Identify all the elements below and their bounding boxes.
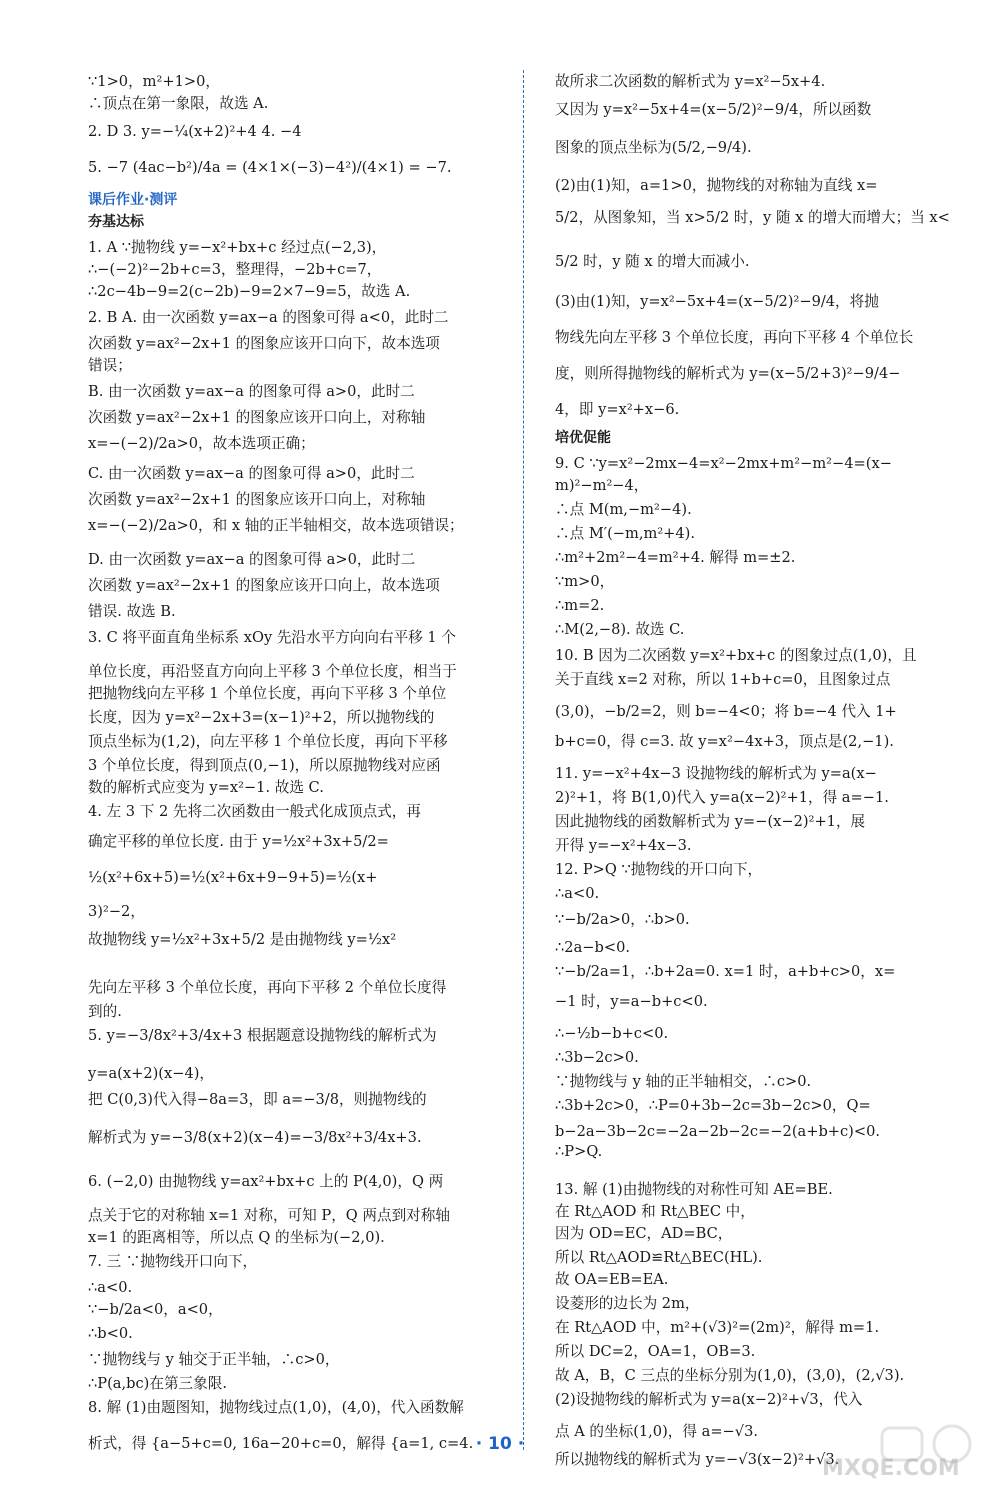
text-line: ∴点 M′(−m,m²+4).: [555, 525, 696, 542]
text-line: 3. C 将平面直角坐标系 xOy 先沿水平方向向右平移 1 个: [88, 629, 456, 646]
text-line: ∵−b/2a=1，∴b+2a=0. x=1 时，a+b+c>0，x=: [555, 963, 896, 980]
text-line: 又因为 y=x²−5x+4=(x−5/2)²−9/4，所以函数: [555, 101, 872, 118]
text-line: ∴−½b−b+c<0.: [555, 1025, 669, 1042]
text-line: ∵m>0，: [555, 573, 615, 590]
text-line: 在 Rt△AOD 中，m²+(√3)²=(2m)²，解得 m=1.: [555, 1319, 880, 1336]
text-line: 关于直线 x=2 对称，所以 1+b+c=0，且图象过点: [555, 671, 891, 688]
text-line: 10. B 因为二次函数 y=x²+bx+c 的图象过点(1,0)，且: [555, 647, 917, 664]
text-line: 错误；: [88, 357, 132, 374]
text-line: 确定平移的单位长度. 由于 y=½x²+3x+5/2=: [88, 833, 389, 850]
text-line: C. 由一次函数 y=ax−a 的图象可得 a>0，此时二: [88, 465, 415, 482]
text-line: 5/2 时，y 随 x 的增大而减小.: [555, 253, 750, 270]
text-line: ∵1>0，m²+1>0，: [88, 73, 220, 90]
text-line: ∵抛物线与 y 轴的正半轴相交，∴c>0.: [555, 1073, 812, 1090]
text-line: 4. 左 3 下 2 先将二次函数由一般式化成顶点式，再: [88, 803, 421, 820]
text-line: 故 A，B，C 三点的坐标分别为(1,0)，(3,0)，(2,√3).: [555, 1367, 905, 1384]
text-line: ∴m=2.: [555, 597, 605, 614]
text-line: b−2a−3b−2c=−2a−2b−2c=−2(a+b+c)<0.: [555, 1123, 881, 1140]
text-line: 点关于它的对称轴 x=1 对称，可知 P，Q 两点到对称轴: [88, 1207, 450, 1224]
text-line: ∴2a−b<0.: [555, 939, 630, 956]
text-line: 错误. 故选 B.: [88, 603, 176, 620]
text-line: 13. 解 (1)由抛物线的对称性可知 AE=BE.: [555, 1181, 833, 1198]
text-line: 1. A ∵抛物线 y=−x²+bx+c 经过点(−2,3)，: [88, 239, 387, 256]
text-line: m)²−m²−4，: [555, 477, 649, 494]
text-line: 把 C(0,3)代入得−8a=3，即 a=−3/8，则抛物线的: [88, 1091, 427, 1108]
text-line: 顶点坐标为(1,2)，向左平移 1 个单位长度，再向下平移: [88, 733, 448, 750]
text-line: 因为 OD=EC，AD=BC，: [555, 1225, 733, 1242]
text-line: (2)设抛物线的解析式为 y=a(x−2)²+√3，代入: [555, 1391, 863, 1408]
text-line: 3)²−2，: [88, 903, 145, 920]
text-line: 故抛物线 y=½x²+3x+5/2 是由抛物线 y=½x²: [88, 931, 397, 948]
text-line: ½(x²+6x+5)=½(x²+6x+9−9+5)=½(x+: [88, 869, 378, 886]
text-line: (3,0)，−b/2=2，则 b=−4<0；将 b=−4 代入 1+: [555, 703, 897, 720]
text-line: ∵−b/2a>0，∴b>0.: [555, 911, 690, 928]
text-line: b+c=0，得 c=3. 故 y=x²−4x+3，顶点是(2,−1).: [555, 733, 894, 750]
text-line: 单位长度，再沿竖直方向向上平移 3 个单位长度，相当于: [88, 663, 457, 680]
text-line: 6. (−2,0) 由抛物线 y=ax²+bx+c 上的 P(4,0)，Q 两: [88, 1173, 444, 1190]
text-line: 物线先向左平移 3 个单位长度，再向下平移 4 个单位长: [555, 329, 914, 346]
text-line: x=−(−2)/2a>0，和 x 轴的正半轴相交，故本选项错误；: [88, 517, 464, 534]
text-line: 在 Rt△AOD 和 Rt△BEC 中，: [555, 1203, 755, 1220]
text-line: 解析式为 y=−3/8(x+2)(x−4)=−3/8x²+3/4x+3.: [88, 1129, 422, 1146]
text-line: ∴2c−4b−9=2(c−2b)−9=2×7−9=5，故选 A.: [88, 283, 411, 300]
text-line: 2. D 3. y=−¼(x+2)²+4 4. −4: [88, 123, 302, 140]
text-line: 因此抛物线的函数解析式为 y=−(x−2)²+1，展: [555, 813, 866, 830]
text-line: (3)由(1)知，y=x²−5x+4=(x−5/2)²−9/4，将抛: [555, 293, 879, 310]
section-heading: 培优促能: [555, 430, 611, 446]
text-line: 把抛物线向左平移 1 个单位长度，再向下平移 3 个单位: [88, 685, 447, 702]
text-line: 故所求二次函数的解析式为 y=x²−5x+4.: [555, 73, 826, 90]
text-line: 次函数 y=ax²−2x+1 的图象应该开口向下，故本选项: [88, 335, 440, 352]
watermark-logo: [812, 1420, 982, 1480]
text-line: 8. 解 (1)由题图知，抛物线过点(1,0)，(4,0)，代入函数解: [88, 1399, 464, 1416]
text-line: ∴P>Q.: [555, 1143, 603, 1160]
column-divider: [523, 70, 524, 1450]
text-line: 2. B A. 由一次函数 y=ax−a 的图象可得 a<0，此时二: [88, 309, 449, 326]
text-line: 9. C ∵y=x²−2mx−4=x²−2mx+m²−m²−4=(x−: [555, 455, 892, 472]
text-line: 次函数 y=ax²−2x+1 的图象应该开口向上，故本选项: [88, 577, 440, 594]
text-line: ∴b<0.: [88, 1325, 133, 1342]
text-line: ∴点 M(m,−m²−4).: [555, 501, 692, 518]
text-line: x=−(−2)/2a>0，故本选项正确；: [88, 435, 315, 452]
text-line: 12. P>Q ∵抛物线的开口向下，: [555, 861, 763, 878]
text-line: y=a(x+2)(x−4)，: [88, 1065, 215, 1082]
text-line: 5/2，从图象知，当 x>5/2 时，y 随 x 的增大而增大；当 x<: [555, 209, 950, 226]
text-line: ∴a<0.: [88, 1279, 133, 1296]
text-line: 5. −7 (4ac−b²)/4a = (4×1×(−3)−4²)/(4×1) = −7.: [88, 159, 452, 176]
text-line: ∴M(2,−8). 故选 C.: [555, 621, 685, 638]
text-line: 所以 DC=2，OA=1，OB=3.: [555, 1343, 756, 1360]
svg-text:MXQE.COM: MXQE.COM: [822, 1456, 960, 1480]
text-line: 次函数 y=ax²−2x+1 的图象应该开口向上，对称轴: [88, 491, 426, 508]
text-line: 3 个单位长度，得到顶点(0,−1)，所以原抛物线对应函: [88, 757, 441, 774]
text-line: 析式，得 {a−5+c=0, 16a−20+c=0，解得 {a=1, c=4.: [88, 1435, 474, 1452]
text-line: 11. y=−x²+4x−3 设抛物线的解析式为 y=a(x−: [555, 765, 877, 782]
text-line: ∴顶点在第一象限，故选 A.: [88, 95, 269, 112]
text-line: B. 由一次函数 y=ax−a 的图象可得 a>0，此时二: [88, 383, 415, 400]
text-line: ∴P(a,bc)在第三象限.: [88, 1375, 227, 1392]
text-line: ∴a<0.: [555, 885, 600, 902]
text-line: 点 A 的坐标(1,0)，得 a=−√3.: [555, 1423, 758, 1440]
text-line: 所以 Rt△AOD≌Rt△BEC(HL).: [555, 1249, 763, 1266]
text-line: ∴−(−2)²−2b+c=3，整理得，−2b+c=7，: [88, 261, 382, 278]
text-line: ∴3b−2c>0.: [555, 1049, 639, 1066]
text-line: 4，即 y=x²+x−6.: [555, 401, 680, 418]
text-line: ∵抛物线与 y 轴交于正半轴，∴c>0，: [88, 1351, 340, 1368]
text-line: 7. 三 ∵抛物线开口向下，: [88, 1253, 258, 1270]
text-line: 长度，因为 y=x²−2x+3=(x−1)²+2，所以抛物线的: [88, 709, 435, 726]
text-line: ∵−b/2a<0，a<0，: [88, 1301, 223, 1318]
text-line: D. 由一次函数 y=ax−a 的图象可得 a>0，此时二: [88, 551, 416, 568]
text-line: 开得 y=−x²+4x−3.: [555, 837, 692, 854]
text-line: 图象的顶点坐标为(5/2,−9/4).: [555, 139, 752, 156]
text-line: x=1 的距离相等，所以点 Q 的坐标为(−2,0).: [88, 1229, 385, 1246]
text-line: 数的解析式应变为 y=x²−1. 故选 C.: [88, 779, 324, 796]
text-line: 2)²+1，将 B(1,0)代入 y=a(x−2)²+1，得 a=−1.: [555, 789, 889, 806]
text-line: 先向左平移 3 个单位长度，再向下平移 2 个单位长度得: [88, 979, 447, 996]
text-line: 故 OA=EB=EA.: [555, 1271, 669, 1288]
page-number: · 10 ·: [475, 1434, 525, 1454]
text-line: ∴3b+2c>0，∴P=0+3b−2c=3b−2c>0，Q=: [555, 1097, 871, 1114]
text-line: (2)由(1)知，a=1>0，抛物线的对称轴为直线 x=: [555, 177, 878, 194]
text-line: 到的.: [88, 1003, 122, 1020]
text-line: 5. y=−3/8x²+3/4x+3 根据题意设抛物线的解析式为: [88, 1027, 437, 1044]
text-line: 度，则所得抛物线的解析式为 y=(x−5/2+3)²−9/4−: [555, 365, 901, 382]
text-line: 次函数 y=ax²−2x+1 的图象应该开口向上，对称轴: [88, 409, 426, 426]
text-line: −1 时，y=a−b+c<0.: [555, 993, 708, 1010]
text-line: 所以抛物线的解析式为 y=−√3(x−2)²+√3.: [555, 1451, 840, 1468]
text-line: 设菱形的边长为 2m，: [555, 1295, 700, 1312]
section-heading: 课后作业·测评: [88, 192, 178, 208]
section-heading: 夯基达标: [88, 214, 144, 230]
text-line: ∴m²+2m²−4=m²+4. 解得 m=±2.: [555, 549, 796, 566]
